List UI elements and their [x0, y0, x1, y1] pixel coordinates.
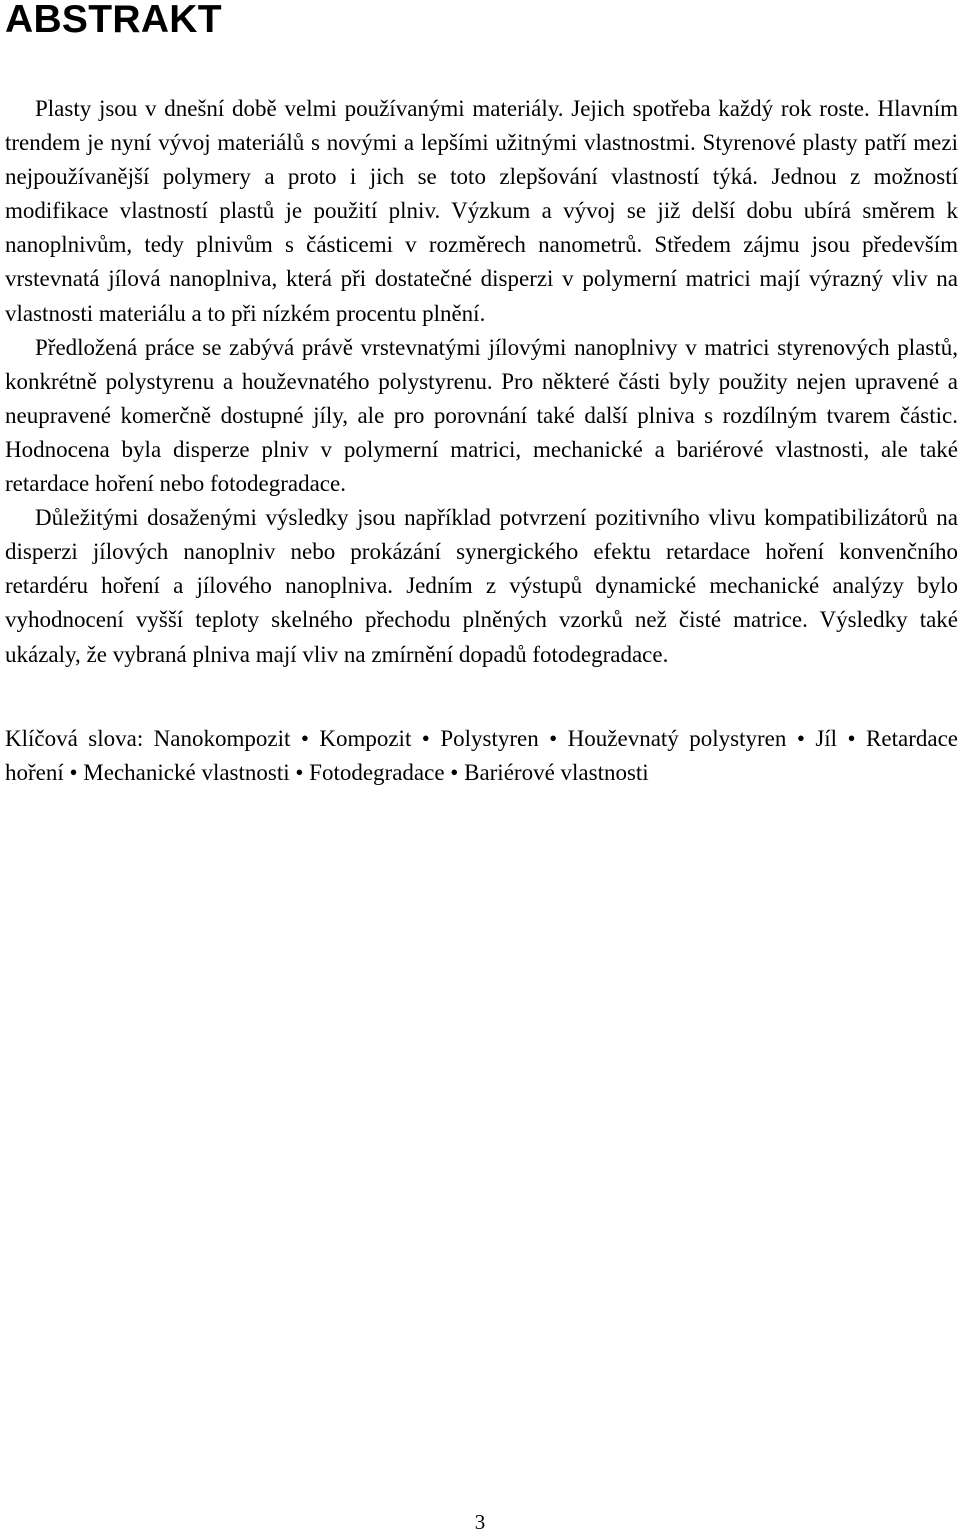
abstract-body — [5, 92, 958, 672]
abstract-paragraph-1: Plasty jsou v dnešní době velmi používanými materiály. Jejich spotřeba každý rok roste. Hlavním trendem je nyní vývoj materiálů s novými a lepšími užitnými vlastnostmi. Styrenové plasty patří mezi nejpoužívanější polymery a proto i jich se toto zlepšování vlastností týká. Jednou z možností modifikace vlastností plastů je použití plniv. Výzkum a vývoj se již delší dobu ubírá směrem k nanoplnivům, tedy plnivům s částicemi v rozměrech nanometrů. Středem zájmu jsou především vrstevnatá jílová nanoplniva, která při dostatečné disperzi v polymerní matrici mají výrazný vliv na vlastnosti materiálu a to při nízkém procentu plnění. — [5, 96, 958, 326]
page-title: ABSTRAKT — [5, 0, 222, 41]
abstract-paragraph-3: Důležitými dosaženými výsledky jsou například potvrzení pozitivního vlivu kompatibilizátorů na disperzi jílových nanoplniv nebo prokázání synergického efektu retardace hoření konvenčního retardéru hoření a jílového nanoplniva. Jedním z výstupů dynamické mechanické analýzy bylo vyhodnocení vyšší teploty skelného přechodu plněných vzorků než čisté matrice. Výsledky také ukázaly, že vybraná plniva mají vliv na zmírnění dopadů fotodegradace. — [5, 505, 958, 667]
document-page — [5, 0, 958, 790]
keywords: Klíčová slova: Nanokompozit • Kompozit • Polystyren • Houževnatý polystyren • Jíl • Retardace hoření • Mechanické vlastnosti • Fotodegradace • Bariérové vlastnosti — [5, 725, 958, 785]
page-number: 3 — [474, 1510, 486, 1534]
abstract-paragraph-2: Předložená práce se zabývá právě vrstevnatými jílovými nanoplnivy v matrici styrenových plastů, konkrétně polystyrenu a houževnatého polystyrenu. Pro některé části byly použity nejen upravené a neupravené komerčně dostupné jíly, ale pro porovnání také další plniva s rozdílným tvarem částic. Hodnocena byla disperze plniv v polymerní matrici, mechanické a bariérové vlastnosti, ale také retardace hoření nebo fotodegradace. — [5, 334, 958, 497]
